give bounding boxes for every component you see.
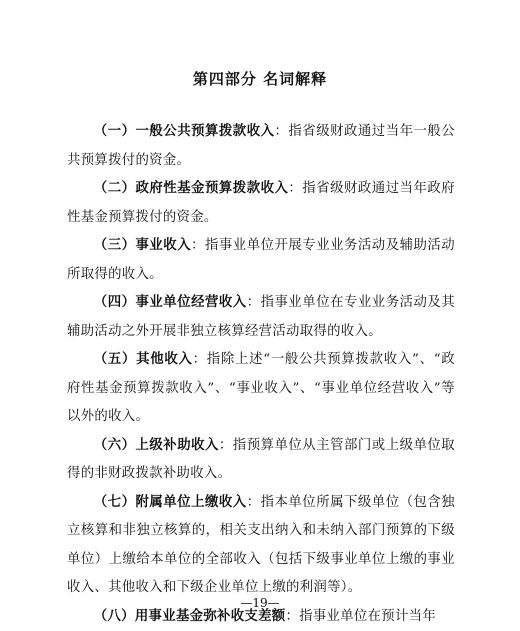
definition-term: （一）一般公共预算拨款收入 — [94, 124, 275, 139]
definition-term: （七）附属单位上缴收入 — [94, 495, 247, 510]
definition-item — [67, 432, 455, 489]
definition-text: ：指省级财政通过当年一般公共预算拨付的资金。 — [67, 124, 455, 168]
definition-term: （八）用事业基金弥补收支差额 — [94, 609, 286, 624]
definition-term: （五）其他收入 — [94, 352, 193, 367]
section-title: 第四部分 名词解释 — [0, 68, 520, 89]
definition-text: ：指事业单位在专业业务活动及其辅助活动之外开展非独立核算经营活动取得的收入。 — [67, 295, 455, 339]
definition-text: ：指预算单位从主管部门或上级单位取得的非财政拨款补助收入。 — [67, 438, 455, 482]
definition-item — [67, 289, 455, 346]
definition-term: （三）事业收入 — [94, 238, 191, 253]
definition-item — [67, 346, 455, 432]
definition-item — [67, 232, 455, 289]
definition-term: （四）事业单位经营收入 — [94, 295, 247, 310]
definition-item — [67, 118, 455, 175]
definition-item — [67, 489, 455, 603]
definition-term: （二）政府性基金预算拨款收入 — [94, 181, 289, 196]
definition-term: （六）上级补助收入 — [94, 438, 219, 453]
page-number: —19— — [0, 596, 520, 610]
definition-text: ：指省级财政通过当年政府性基金预算拨付的资金。 — [67, 181, 455, 225]
definition-text: ：指事业单位开展专业业务活动及辅助活动所取得的收入。 — [67, 238, 455, 282]
definition-item — [67, 175, 455, 232]
definition-text: ：指本单位所属下级单位（包含独立核算和非独立核算的，相关支出纳入和未纳入部门预算的下级单位）上缴给本单位的全部收入（包括下级事业单位上缴的事业收入、其他收入和下级企业单位上缴的利润等）。 — [67, 495, 455, 596]
definition-text: ：指除上述“一般公共预算拨款收入”、“政府性基金预算拨款收入”、“事业收入”、“事业单位经营收入”等以外的收入。 — [67, 352, 455, 424]
definitions-list — [67, 118, 455, 631]
definition-text: ：指事业单位在预计当年 — [285, 609, 436, 624]
